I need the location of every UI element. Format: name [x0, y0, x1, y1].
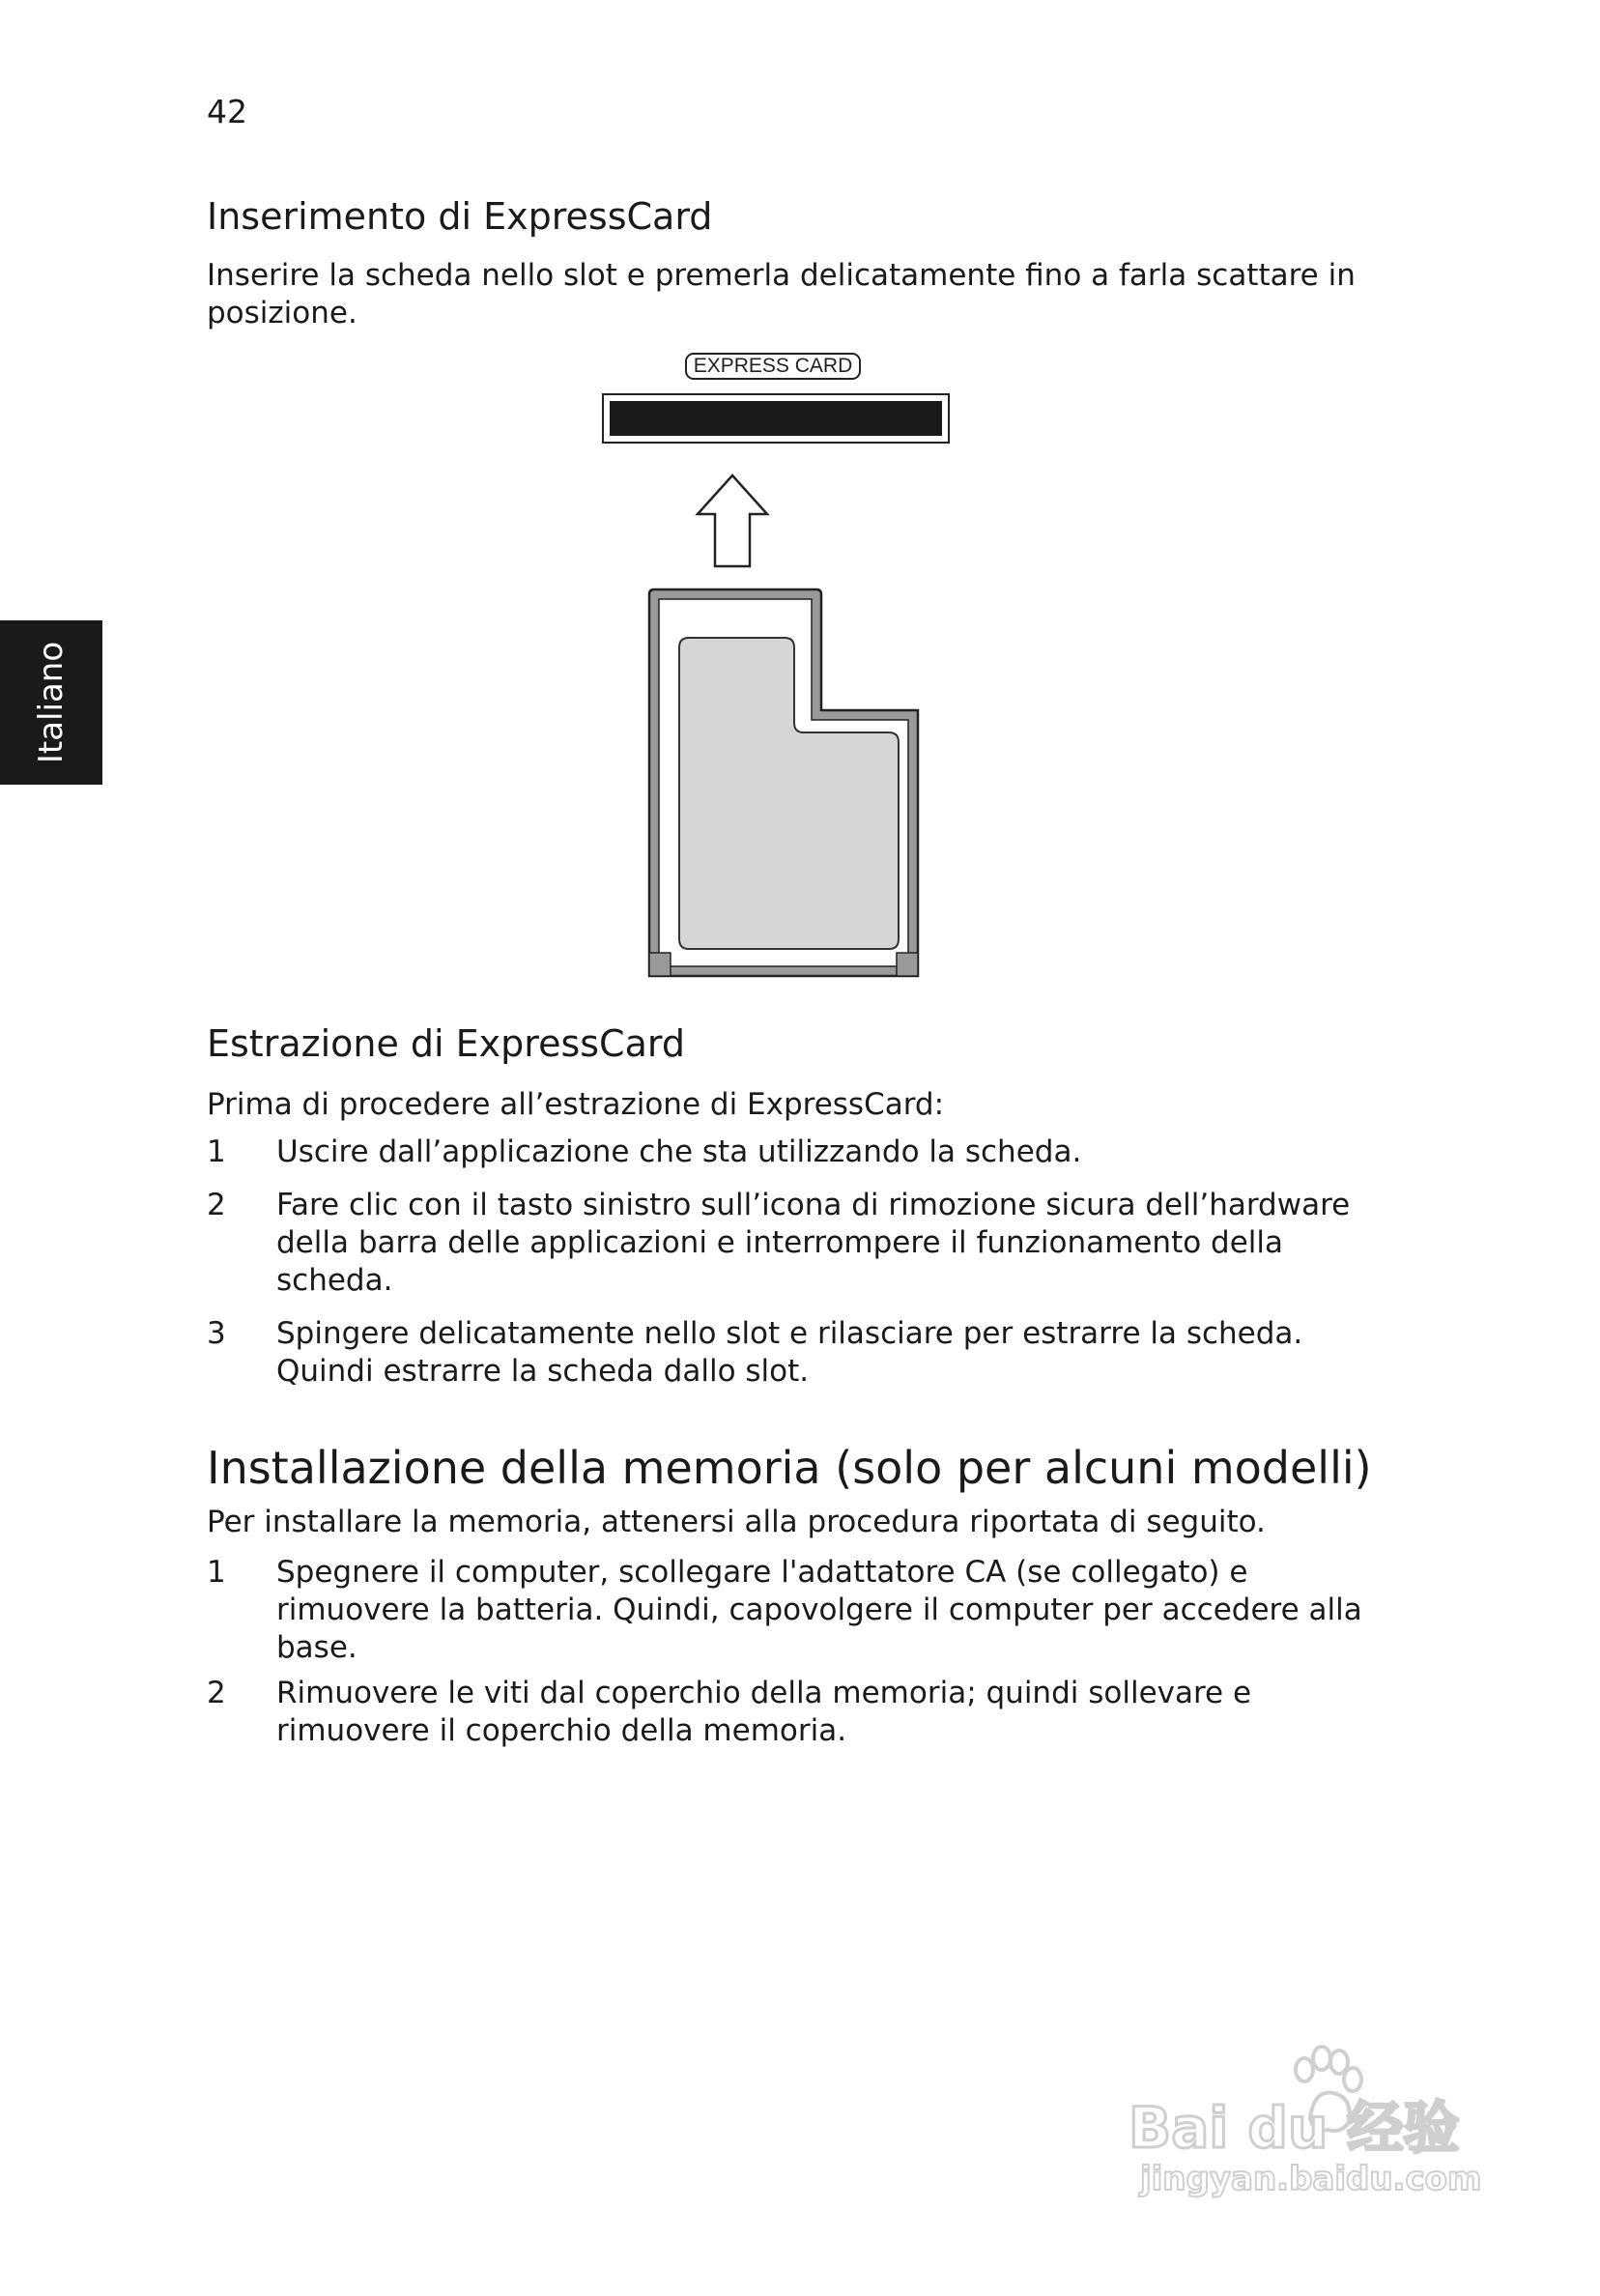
side-tab-label: Italiano [32, 641, 71, 764]
remove-section-title: Estrazione di ExpressCard [207, 1022, 685, 1065]
memory-section-intro: Per installare la memoria, attenersi alla procedura riportata di seguito. [207, 1505, 1266, 1539]
language-side-tab [0, 620, 102, 785]
slot-label-text: EXPRESS CARD [693, 355, 853, 377]
card-corner-left [649, 953, 671, 976]
card-label-area [679, 638, 899, 949]
list-item [207, 1315, 1366, 1391]
insert-section-title: Inserimento di ExpressCard [207, 195, 713, 238]
slot-opening [610, 401, 942, 436]
step-text: Rimuovere le viti dal coperchio della memoria; quindi sollevare e rimuovere il coperchio della memoria. [276, 1676, 1252, 1748]
step-text: Uscire dall’applicazione che sta utilizzando la scheda. [276, 1134, 1082, 1169]
watermark-brand: Bai du 经验 [1129, 2095, 1460, 2161]
memory-section-title: Installazione della memoria (solo per alcuni modelli) [207, 1442, 1372, 1494]
watermark-url: jingyan.baidu.com [1140, 2160, 1482, 2198]
step-number: 2 [207, 1676, 226, 1710]
list-item [207, 1554, 1366, 1667]
step-number: 1 [207, 1134, 226, 1169]
step-text: Spingere delicatamente nello slot e rilasciare per estrarre la scheda. Quindi estrarre la scheda dallo slot. [276, 1316, 1303, 1389]
step-text: Fare clic con il tasto sinistro sull’icona di rimozione sicura dell’hardware della barra delle applicazioni e interrompere il funzionamento della scheda. [276, 1188, 1351, 1298]
insert-section-text: Inserire la scheda nello slot e premerla delicatamente fino a farla scattare in posizione. [207, 258, 1356, 330]
remove-steps-list [207, 1134, 1366, 1406]
baidu-watermark [1121, 2029, 1507, 2203]
list-item [207, 1675, 1366, 1750]
insert-arrow-icon [698, 475, 767, 566]
memory-steps-list [207, 1554, 1366, 1765]
list-item [207, 1134, 1366, 1171]
step-text: Spegnere il computer, scollegare l'adattatore CA (se collegato) e rimuovere la batteria. Quindi, capovolgere il computer per accedere alla base. [276, 1555, 1362, 1665]
expresscard-insertion-figure [580, 348, 986, 986]
card-corner-right [897, 953, 918, 976]
page-number: 42 [207, 93, 247, 130]
remove-section-intro: Prima di procedere all’estrazione di ExpressCard: [207, 1087, 945, 1122]
step-number: 1 [207, 1555, 226, 1590]
step-number: 2 [207, 1188, 226, 1222]
list-item [207, 1187, 1366, 1300]
step-number: 3 [207, 1316, 226, 1351]
